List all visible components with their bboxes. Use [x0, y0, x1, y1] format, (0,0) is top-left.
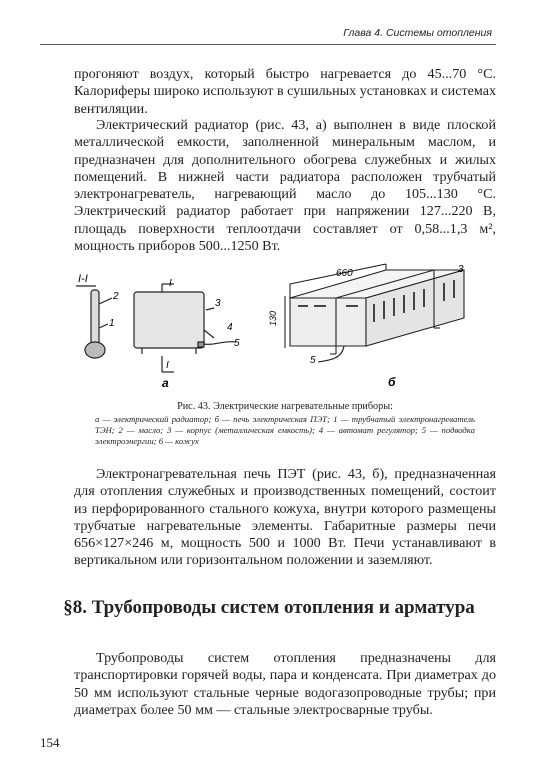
electric-radiator: [134, 284, 236, 372]
page-number: 154: [40, 735, 60, 750]
label-cut-top: I: [169, 278, 172, 289]
figure-caption-legend: а — электрический радиатор; б — печь электрическая ПЭТ; 1 — трубчатый электронагреватель ТЭН; 2 — масло; 3 — корпус (металлическая емкость); 4 — автомат регулятор; 5 — подводка электроэнергии; 6 — кожух: [95, 414, 475, 446]
label-subfigure-b: б: [388, 375, 396, 389]
label-2: 2: [113, 291, 119, 302]
label-subfigure-a: а: [162, 376, 169, 390]
radiator-cross-section: [76, 286, 112, 358]
figure-heating-devices: [74, 262, 496, 396]
label-5b: 5: [310, 355, 316, 366]
label-5a: 5: [234, 338, 240, 349]
label-3b: 3: [458, 264, 464, 275]
header-divider: [40, 44, 496, 45]
paragraph-calorifers: прогоняют воздух, который быстро нагревается до 45...70 °С. Калориферы широко используют в сушильных установках и системах вентиляции.: [74, 66, 496, 117]
label-section-i-i: I-I: [78, 273, 88, 285]
paragraph-electric-radiator: Электрический радиатор (рис. 43, а) выполнен в виде плоской металлической емкости, заполненной минеральным маслом, и предназначен для дополнительного обогрева служебных и жилых помещений. В нижней части радиатора расположен трубчатый электронагреватель, нагревающий масло до 105...130 °С. Электрический радиатор работает при напряжении 127...220 В, площадь поверхности теплоотдачи составляет от 0,58...1,3 м², мощность приборов 500...1250 Вт.: [74, 117, 496, 255]
label-1: 1: [109, 318, 115, 329]
label-cut-bottom: I: [166, 360, 169, 371]
label-4: 4: [227, 322, 233, 333]
paragraph-pet-furnace: Электронагревательная печь ПЭТ (рис. 43, б), предназначенная для отопления служебных и производственных помещений, состоит из перфорированного стального кожуха, внутри которого размещены трубчатые нагревательные элементы. Габаритные размеры печи 656×127×246 м, мощность 500 и 1000 Вт. Печи устанавливают в вертикальном или горизонтальном положении и заземляют.: [74, 466, 496, 569]
paragraph-pipelines: Трубопроводы систем отопления предназначены для транспортировки горячей воды, пара и конденсата. При диаметрах до 50 мм используют стальные черные водогазопроводные трубы; при диаметрах более 50 мм — стальные электросварные трубы.: [74, 650, 496, 718]
running-head: Глава 4. Системы отопления: [343, 27, 492, 39]
label-dim-660: 660: [336, 268, 353, 279]
label-3a: 3: [215, 298, 221, 309]
section-heading: §8. Трубопроводы систем отопления и арматура: [63, 597, 475, 618]
label-dim-130: 130: [268, 310, 278, 326]
figure-caption-title: Рис. 43. Электрические нагревательные приборы:: [177, 401, 393, 412]
